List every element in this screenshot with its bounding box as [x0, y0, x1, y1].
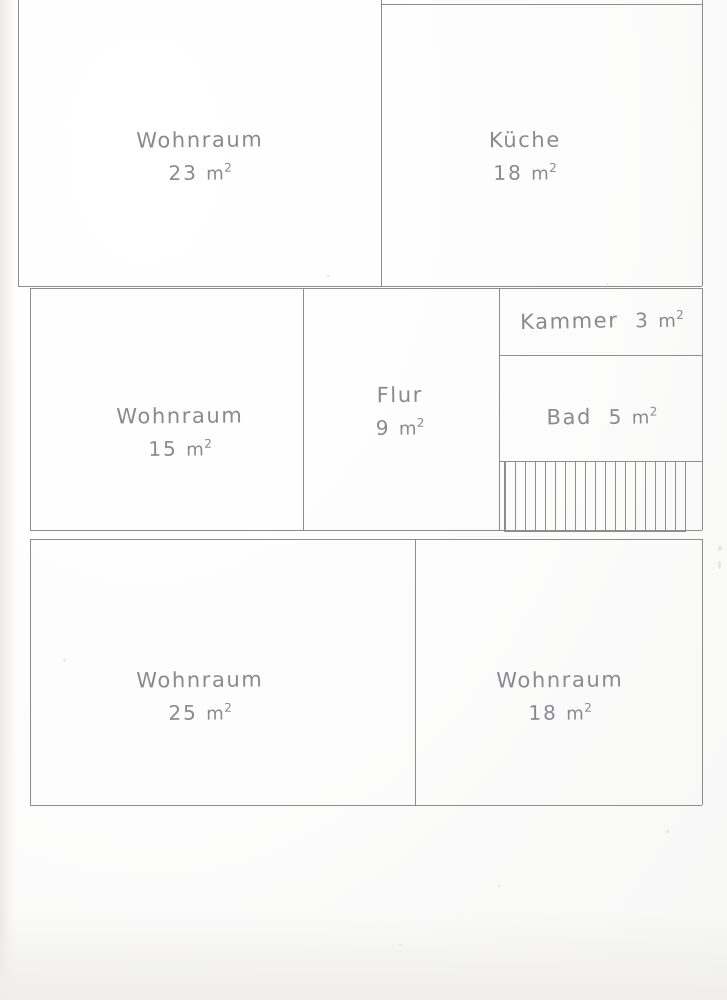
wall-between-flur-bad	[499, 288, 500, 530]
room-area: 18 $m^2$	[528, 700, 592, 725]
staircase-icon	[504, 461, 686, 532]
wall-outer-left-upper	[18, 0, 19, 286]
room-name: Wohnraum	[136, 127, 264, 153]
room-label-wohnraum-bottom-left	[60, 669, 340, 725]
wall-outer-right-upper	[702, 0, 703, 286]
paper-speck	[63, 659, 66, 662]
room-label-wohnraum-bottom-right	[430, 669, 690, 725]
room-name: Wohnraum	[136, 667, 264, 693]
paper-speck	[718, 561, 721, 569]
wall-bottom-top	[30, 539, 702, 540]
wall-kueche-top	[381, 4, 702, 5]
room-label-kueche	[410, 129, 640, 184]
paper-speck	[498, 885, 501, 887]
paper-speck	[606, 283, 608, 285]
room-label-flur	[310, 384, 491, 440]
wall-between-wohnraum-kueche	[381, 0, 382, 286]
room-name: Wohnraum	[116, 403, 244, 429]
room-area: 18 $m^2$	[493, 160, 557, 185]
paper-speck	[327, 275, 330, 277]
room-area: 15 $m^2$	[148, 436, 212, 461]
room-name: Wohnraum	[496, 667, 624, 693]
room-area: 25 $m^2$	[168, 700, 232, 725]
room-area: 3 $m^2$	[634, 307, 684, 333]
wall-upper-bottom	[18, 286, 702, 287]
room-area: 23 $m^2$	[168, 160, 232, 185]
room-name: Flur	[376, 382, 424, 408]
paper-speck	[399, 944, 402, 946]
wall-outer-right-middle	[702, 288, 703, 530]
room-name: Kammer	[519, 308, 619, 335]
wall-between-kammer-bad	[499, 355, 702, 356]
room-label-kammer	[509, 308, 695, 333]
room-name: Bad	[546, 404, 593, 430]
wall-outer-bottom	[30, 805, 702, 806]
paper-speck	[666, 830, 669, 833]
room-name: Küche	[488, 127, 561, 153]
paper-speck	[718, 546, 722, 551]
wall-outer-left-bottom	[30, 539, 31, 805]
wall-between-wohnraum25-wohnraum18	[415, 539, 416, 805]
wall-outer-right-bottom	[702, 539, 703, 805]
wall-outer-left-middle	[30, 288, 31, 530]
room-area: 5 $m^2$	[608, 404, 658, 429]
wall-middle-top	[30, 288, 702, 289]
room-area: 9 $m^2$	[375, 415, 425, 440]
room-label-bad	[509, 405, 695, 429]
room-label-wohnraum-top-left	[60, 129, 341, 186]
room-label-wohnraum-mid-left	[55, 405, 305, 461]
